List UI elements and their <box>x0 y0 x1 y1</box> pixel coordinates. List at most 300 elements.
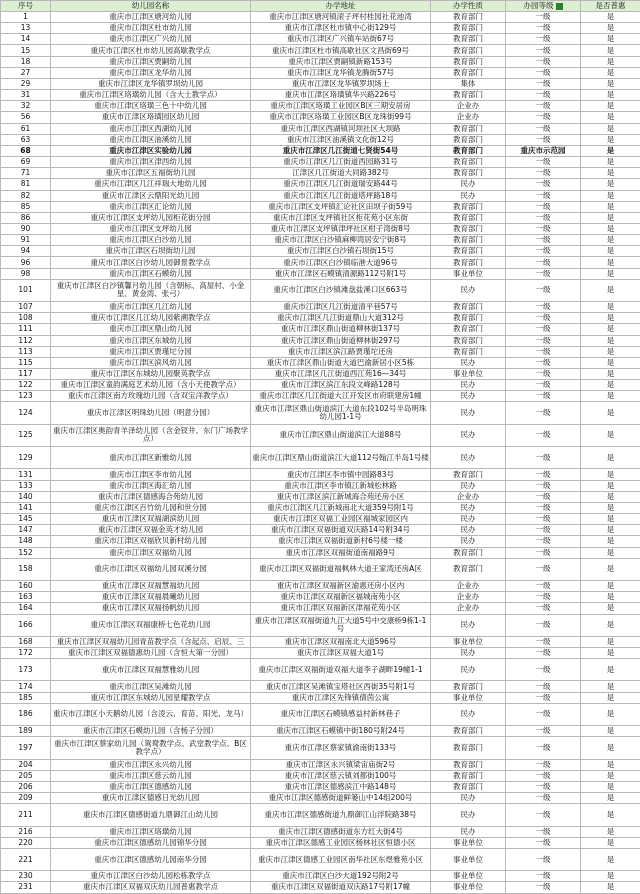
cell-name[interactable]: 重庆市江津区东城幼儿园聚英教学点 <box>51 369 251 380</box>
cell-grade[interactable]: 一级 <box>506 357 581 368</box>
cell-name[interactable]: 重庆市江津区双福康桥七色花幼儿园 <box>51 614 251 636</box>
cell-type[interactable]: 教育部门 <box>431 123 506 134</box>
cell-type[interactable]: 民办 <box>431 190 506 201</box>
cell-name[interactable]: 重庆市江津区支坪幼儿园 <box>51 223 251 234</box>
cell-inclusive[interactable]: 是 <box>581 491 640 502</box>
cell-name[interactable]: 重庆市江津区白沙幼儿园 <box>51 235 251 246</box>
cell-grade[interactable]: 一级 <box>506 770 581 781</box>
cell-address[interactable]: 重庆市江津区贾嗣镇新路153号 <box>251 56 431 67</box>
cell-grade[interactable]: 一级 <box>506 212 581 223</box>
cell-name[interactable]: 重庆市江津区童韵满庭艺术幼儿园（含小天使教学点） <box>51 380 251 391</box>
cell-grade[interactable]: 一级 <box>506 190 581 201</box>
cell-no[interactable]: 189 <box>1 726 51 737</box>
cell-no[interactable]: 117 <box>1 369 51 380</box>
cell-name[interactable]: 重庆市江津区白沙镇馨月幼儿园（含朝标、高屋村、小金星、黄金湾、张弓） <box>51 279 251 301</box>
cell-inclusive[interactable]: 是 <box>581 302 640 313</box>
cell-address[interactable]: 重庆市江津区几江街道西江苑16—34号 <box>251 369 431 380</box>
cell-no[interactable]: 31 <box>1 90 51 101</box>
cell-address[interactable]: 重庆市江津区永兴镇梁宙庙街2号 <box>251 759 431 770</box>
cell-type[interactable]: 事业单位 <box>431 848 506 870</box>
cell-grade[interactable]: 一级 <box>506 793 581 804</box>
cell-no[interactable]: 131 <box>1 469 51 480</box>
cell-inclusive[interactable]: 是 <box>581 581 640 592</box>
cell-address[interactable]: 重庆市江津区几江街道大江开发区市府联建房1幢 <box>251 391 431 402</box>
cell-name[interactable]: 重庆市江津区白沙幼儿园御景教学点 <box>51 257 251 268</box>
cell-inclusive[interactable]: 是 <box>581 56 640 67</box>
cell-type[interactable]: 民办 <box>431 447 506 469</box>
cell-inclusive[interactable]: 是 <box>581 726 640 737</box>
cell-type[interactable]: 教育部门 <box>431 302 506 313</box>
header-address[interactable]: 办学地址 <box>251 1 431 12</box>
cell-grade[interactable]: 一级 <box>506 737 581 759</box>
cell-inclusive[interactable]: 是 <box>581 235 640 246</box>
cell-no[interactable]: 71 <box>1 168 51 179</box>
cell-inclusive[interactable]: 是 <box>581 101 640 112</box>
cell-inclusive[interactable]: 是 <box>581 134 640 145</box>
cell-inclusive[interactable]: 是 <box>581 369 640 380</box>
cell-name[interactable]: 重庆市江津区鼎山幼儿园 <box>51 324 251 335</box>
cell-inclusive[interactable]: 是 <box>581 90 640 101</box>
cell-type[interactable]: 教育部门 <box>431 23 506 34</box>
cell-type[interactable]: 教育部门 <box>431 67 506 78</box>
cell-name[interactable]: 重庆市江津区西湖幼儿园 <box>51 123 251 134</box>
cell-grade[interactable]: 一级 <box>506 826 581 837</box>
cell-address[interactable]: 重庆市江津区双福工业园区福城家园区内 <box>251 514 431 525</box>
cell-name[interactable]: 重庆市江津区小天鹅幼儿园（含凌云、育苗、阳光、龙马） <box>51 703 251 725</box>
cell-type[interactable]: 教育部门 <box>431 335 506 346</box>
cell-type[interactable]: 民办 <box>431 514 506 525</box>
cell-name[interactable]: 重庆市江津区津西幼儿园 <box>51 157 251 168</box>
cell-address[interactable]: 重庆市江津区鼎山街道滨江大道88号 <box>251 424 431 446</box>
cell-no[interactable]: 206 <box>1 781 51 792</box>
cell-address[interactable]: 重庆市江津区塘河镇滚子坪村桂园社花池湾 <box>251 12 431 23</box>
cell-inclusive[interactable]: 是 <box>581 346 640 357</box>
cell-grade[interactable]: 一级 <box>506 257 581 268</box>
cell-name[interactable]: 重庆市江津区东城幼儿园 <box>51 335 251 346</box>
cell-inclusive[interactable]: 是 <box>581 424 640 446</box>
cell-address[interactable]: 重庆市江津区支坪镇汇论社区田坝子街59号 <box>251 201 431 212</box>
cell-type[interactable]: 民办 <box>431 179 506 190</box>
cell-no[interactable]: 133 <box>1 480 51 491</box>
cell-address[interactable]: 江津区几江街道大同路382号 <box>251 168 431 179</box>
cell-inclusive[interactable]: 是 <box>581 703 640 725</box>
cell-no[interactable]: 125 <box>1 424 51 446</box>
cell-no[interactable]: 164 <box>1 603 51 614</box>
cell-grade[interactable]: 一级 <box>506 882 581 893</box>
cell-address[interactable]: 重庆市江津区先锋镇倩茵公寓 <box>251 692 431 703</box>
cell-no[interactable]: 115 <box>1 357 51 368</box>
cell-no[interactable]: 111 <box>1 324 51 335</box>
cell-address[interactable]: 重庆市江津区蔡家镇渝南街133号 <box>251 737 431 759</box>
cell-no[interactable]: 186 <box>1 703 51 725</box>
cell-type[interactable]: 民办 <box>431 480 506 491</box>
cell-inclusive[interactable]: 是 <box>581 324 640 335</box>
cell-name[interactable]: 重庆市江津区双福德惠幼儿园（含恒大第一分园） <box>51 648 251 659</box>
cell-address[interactable]: 重庆市江津区滨江路贾瑾坨还房 <box>251 346 431 357</box>
cell-no[interactable]: 173 <box>1 659 51 681</box>
cell-name[interactable]: 重庆市江津区珞璜幼儿园 <box>51 826 251 837</box>
cell-no[interactable]: 216 <box>1 826 51 837</box>
cell-grade[interactable]: 一级 <box>506 558 581 580</box>
cell-no[interactable]: 123 <box>1 391 51 402</box>
cell-no[interactable]: 148 <box>1 536 51 547</box>
cell-address[interactable]: 重庆市江津区石蟆镇清源路112号附1号 <box>251 268 431 279</box>
cell-address[interactable]: 重庆市江津区德感街道东方红大街4号 <box>251 826 431 837</box>
cell-no[interactable]: 82 <box>1 190 51 201</box>
cell-address[interactable]: 重庆市江津区广兴镇车站街67号 <box>251 34 431 45</box>
cell-inclusive[interactable]: 是 <box>581 648 640 659</box>
cell-name[interactable]: 重庆市江津区新雅幼儿园 <box>51 447 251 469</box>
cell-type[interactable]: 事业单位 <box>431 882 506 893</box>
cell-type[interactable]: 教育部门 <box>431 45 506 56</box>
cell-type[interactable]: 教育部门 <box>431 770 506 781</box>
cell-inclusive[interactable]: 是 <box>581 145 640 156</box>
cell-grade[interactable]: 一级 <box>506 547 581 558</box>
cell-no[interactable]: 112 <box>1 335 51 346</box>
cell-grade[interactable]: 一级 <box>506 90 581 101</box>
cell-grade[interactable]: 一级 <box>506 34 581 45</box>
cell-grade[interactable]: 一级 <box>506 201 581 212</box>
cell-no[interactable]: 158 <box>1 558 51 580</box>
cell-no[interactable]: 197 <box>1 737 51 759</box>
cell-no[interactable]: 29 <box>1 78 51 89</box>
header-name[interactable]: 幼儿园名称 <box>51 1 251 12</box>
cell-inclusive[interactable]: 是 <box>581 770 640 781</box>
cell-inclusive[interactable]: 是 <box>581 223 640 234</box>
cell-inclusive[interactable]: 是 <box>581 592 640 603</box>
cell-address[interactable]: 重庆市江津区白沙镇麻柳湾居安宁街8号 <box>251 235 431 246</box>
cell-no[interactable]: 1 <box>1 12 51 23</box>
cell-inclusive[interactable]: 是 <box>581 681 640 692</box>
cell-grade[interactable]: 一级 <box>506 346 581 357</box>
cell-grade[interactable]: 一级 <box>506 101 581 112</box>
cell-type[interactable]: 教育部门 <box>431 223 506 234</box>
cell-type[interactable]: 教育部门 <box>431 681 506 692</box>
cell-no[interactable]: 69 <box>1 157 51 168</box>
cell-grade[interactable]: 一级 <box>506 424 581 446</box>
cell-type[interactable]: 事业单位 <box>431 636 506 647</box>
cell-type[interactable]: 教育部门 <box>431 12 506 23</box>
cell-address[interactable]: 重庆市江津区几江新城南北大道359号附1号 <box>251 502 431 513</box>
cell-address[interactable]: 重庆市江津区滨江东段文峰路128号 <box>251 380 431 391</box>
cell-address[interactable]: 重庆市江津区支坪镇津坪社区柑子湾街8号 <box>251 223 431 234</box>
cell-address[interactable]: 重庆市江津区几江街道七贤街54号 <box>251 145 431 156</box>
cell-name[interactable]: 重庆市江津区德感日光幼儿园 <box>51 793 251 804</box>
cell-no[interactable]: 68 <box>1 145 51 156</box>
cell-address[interactable]: 重庆市江津区白沙镇滩盘盐溪口区663号 <box>251 279 431 301</box>
cell-grade[interactable]: 一级 <box>506 447 581 469</box>
cell-type[interactable]: 事业单位 <box>431 268 506 279</box>
cell-inclusive[interactable]: 是 <box>581 759 640 770</box>
cell-name[interactable]: 重庆市江津区汇论幼儿园 <box>51 201 251 212</box>
cell-name[interactable]: 重庆市江津区吴滩幼儿园 <box>51 681 251 692</box>
cell-inclusive[interactable]: 是 <box>581 737 640 759</box>
cell-name[interactable]: 重庆市江津区杜市幼儿园高歇教学点 <box>51 45 251 56</box>
cell-name[interactable]: 重庆市江津区慈云幼儿园 <box>51 770 251 781</box>
cell-type[interactable]: 教育部门 <box>431 759 506 770</box>
cell-type[interactable]: 教育部门 <box>431 469 506 480</box>
cell-grade[interactable]: 一级 <box>506 279 581 301</box>
cell-inclusive[interactable]: 是 <box>581 179 640 190</box>
cell-type[interactable]: 教育部门 <box>431 56 506 67</box>
cell-name[interactable]: 重庆市江津区南方玫瑰幼儿园（含双宝洋教学点） <box>51 391 251 402</box>
cell-grade[interactable]: 一级 <box>506 871 581 882</box>
cell-address[interactable]: 重庆市江津区德感滨江中路148号 <box>251 781 431 792</box>
cell-type[interactable]: 企业办 <box>431 581 506 592</box>
cell-type[interactable]: 事业单位 <box>431 837 506 848</box>
cell-address[interactable]: 重庆市江津区双福街道南福路9号 <box>251 547 431 558</box>
cell-inclusive[interactable]: 是 <box>581 123 640 134</box>
cell-address[interactable]: 重庆市江津区杜市镇高歇社区文昌街69号 <box>251 45 431 56</box>
cell-no[interactable]: 14 <box>1 34 51 45</box>
cell-no[interactable]: 168 <box>1 636 51 647</box>
cell-address[interactable]: 重庆市江津区龙华镇罗坝场上 <box>251 78 431 89</box>
cell-name[interactable]: 重庆市江津区蔡家幼儿园（鸳鸯教学点、武堂教学点、B区教学点） <box>51 737 251 759</box>
cell-grade[interactable]: 一级 <box>506 179 581 190</box>
cell-inclusive[interactable]: 是 <box>581 826 640 837</box>
cell-address[interactable]: 重庆市江津区白沙镇临港大道96号 <box>251 257 431 268</box>
cell-address[interactable]: 重庆市江津区双福街道双庆路17号附17幢 <box>251 882 431 893</box>
cell-name[interactable]: 重庆市江津区双福幼儿园双溪分园 <box>51 558 251 580</box>
cell-address[interactable]: 重庆市江津区李市镇江新城松林路 <box>251 480 431 491</box>
cell-name[interactable]: 重庆市江津区德感街道九鼎御江山幼儿园 <box>51 804 251 826</box>
cell-grade[interactable]: 一级 <box>506 335 581 346</box>
cell-type[interactable]: 教育部门 <box>431 34 506 45</box>
cell-grade[interactable]: 一级 <box>506 324 581 335</box>
cell-inclusive[interactable]: 是 <box>581 502 640 513</box>
cell-inclusive[interactable]: 是 <box>581 12 640 23</box>
cell-address[interactable]: 重庆市江津区几江街道西园路31号 <box>251 157 431 168</box>
cell-grade[interactable]: 一级 <box>506 592 581 603</box>
cell-grade[interactable]: 一级 <box>506 536 581 547</box>
cell-address[interactable]: 重庆市江津区德感街道九鼎御江山浮院路38号 <box>251 804 431 826</box>
cell-grade[interactable]: 重庆市示范园 <box>506 145 581 156</box>
cell-inclusive[interactable]: 是 <box>581 514 640 525</box>
cell-address[interactable]: 重庆市江津区杜市镇中心街129号 <box>251 23 431 34</box>
cell-grade[interactable]: 一级 <box>506 157 581 168</box>
cell-inclusive[interactable]: 是 <box>581 112 640 123</box>
cell-address[interactable]: 重庆市江津区石蟆镇中街180号附24号 <box>251 726 431 737</box>
cell-no[interactable]: 163 <box>1 592 51 603</box>
cell-no[interactable]: 231 <box>1 882 51 893</box>
cell-type[interactable]: 教育部门 <box>431 737 506 759</box>
cell-no[interactable]: 209 <box>1 793 51 804</box>
cell-type[interactable]: 民办 <box>431 826 506 837</box>
cell-address[interactable]: 重庆市江津区珞璜工业园区B区龙珠街99号 <box>251 112 431 123</box>
cell-grade[interactable]: 一级 <box>506 603 581 614</box>
cell-grade[interactable]: 一级 <box>506 614 581 636</box>
cell-type[interactable]: 企业办 <box>431 592 506 603</box>
cell-address[interactable]: 重庆市江津区珞璜工业园区B区三期安居房 <box>251 101 431 112</box>
cell-type[interactable]: 教育部门 <box>431 90 506 101</box>
cell-type[interactable]: 企业办 <box>431 112 506 123</box>
cell-name[interactable]: 重庆市江津区百竹幼儿园和世分园 <box>51 502 251 513</box>
cell-type[interactable]: 民办 <box>431 380 506 391</box>
cell-inclusive[interactable]: 是 <box>581 279 640 301</box>
cell-name[interactable]: 重庆市江津区广兴幼儿园 <box>51 34 251 45</box>
cell-name[interactable]: 重庆市江津区珞璜园区幼儿园 <box>51 112 251 123</box>
cell-type[interactable]: 教育部门 <box>431 558 506 580</box>
cell-no[interactable]: 211 <box>1 804 51 826</box>
cell-name[interactable]: 重庆市江津区双福湖滨幼儿园 <box>51 514 251 525</box>
cell-grade[interactable]: 一级 <box>506 525 581 536</box>
cell-inclusive[interactable]: 是 <box>581 268 640 279</box>
cell-type[interactable]: 教育部门 <box>431 781 506 792</box>
cell-grade[interactable]: 一级 <box>506 12 581 23</box>
cell-name[interactable]: 重庆市江津区德感幼儿园 <box>51 781 251 792</box>
cell-address[interactable]: 重庆市江津区支坪镇社区柜花苑小区东街 <box>251 212 431 223</box>
cell-grade[interactable]: 一级 <box>506 636 581 647</box>
cell-type[interactable]: 民办 <box>431 402 506 424</box>
cell-address[interactable]: 重庆市江津区德感街道鲜篓山中14组200号 <box>251 793 431 804</box>
cell-inclusive[interactable]: 是 <box>581 313 640 324</box>
cell-type[interactable]: 民办 <box>431 357 506 368</box>
cell-type[interactable]: 民办 <box>431 391 506 402</box>
cell-address[interactable]: 重庆市江津区鼎山街道滨江大道112号翰江半岛1号楼 <box>251 447 431 469</box>
cell-no[interactable]: 152 <box>1 547 51 558</box>
cell-no[interactable]: 129 <box>1 447 51 469</box>
cell-no[interactable]: 91 <box>1 235 51 246</box>
cell-inclusive[interactable]: 是 <box>581 257 640 268</box>
cell-grade[interactable]: 一级 <box>506 112 581 123</box>
cell-address[interactable]: 重庆市江津区鼎山街道柳林街297号 <box>251 335 431 346</box>
cell-name[interactable]: 重庆市江津区石蟆幼儿园（含杨子分园） <box>51 726 251 737</box>
cell-type[interactable]: 民办 <box>431 804 506 826</box>
cell-no[interactable]: 107 <box>1 302 51 313</box>
cell-inclusive[interactable]: 是 <box>581 659 640 681</box>
cell-grade[interactable]: 一级 <box>506 648 581 659</box>
cell-name[interactable]: 重庆市江津区双福幼儿园青苗教学点（含起点、启辰、三 <box>51 636 251 647</box>
cell-grade[interactable]: 一级 <box>506 168 581 179</box>
cell-inclusive[interactable]: 是 <box>581 23 640 34</box>
cell-type[interactable]: 教育部门 <box>431 157 506 168</box>
cell-grade[interactable]: 一级 <box>506 302 581 313</box>
cell-address[interactable]: 重庆市江津区白沙镇石坝街15号 <box>251 246 431 257</box>
cell-no[interactable]: 61 <box>1 123 51 134</box>
cell-type[interactable]: 教育部门 <box>431 346 506 357</box>
cell-no[interactable]: 13 <box>1 23 51 34</box>
cell-no[interactable]: 124 <box>1 402 51 424</box>
cell-address[interactable]: 重庆市江津区双福大道1号 <box>251 648 431 659</box>
cell-no[interactable]: 147 <box>1 525 51 536</box>
cell-inclusive[interactable]: 是 <box>581 67 640 78</box>
cell-type[interactable]: 教育部门 <box>431 246 506 257</box>
cell-name[interactable]: 重庆市江津区德感海合苑幼儿园 <box>51 491 251 502</box>
cell-inclusive[interactable]: 是 <box>581 781 640 792</box>
cell-grade[interactable]: 一级 <box>506 56 581 67</box>
cell-grade[interactable]: 一级 <box>506 659 581 681</box>
cell-type[interactable]: 民办 <box>431 536 506 547</box>
cell-address[interactable]: 重庆市江津区滨江新城海合苑还房小区 <box>251 491 431 502</box>
cell-address[interactable]: 重庆市江津区双福街道新村6号楼一楼 <box>251 536 431 547</box>
cell-type[interactable]: 教育部门 <box>431 313 506 324</box>
cell-grade[interactable]: 一级 <box>506 391 581 402</box>
cell-type[interactable]: 民办 <box>431 703 506 725</box>
cell-name[interactable]: 重庆市江津区龙华镇罗坝幼儿园 <box>51 78 251 89</box>
cell-inclusive[interactable]: 是 <box>581 804 640 826</box>
cell-type[interactable]: 民办 <box>431 525 506 536</box>
cell-grade[interactable]: 一级 <box>506 681 581 692</box>
cell-grade[interactable]: 一级 <box>506 380 581 391</box>
cell-grade[interactable]: 一级 <box>506 45 581 56</box>
cell-name[interactable]: 重庆市江津区双福慧福幼儿园 <box>51 581 251 592</box>
cell-type[interactable]: 教育部门 <box>431 134 506 145</box>
cell-type[interactable]: 企业办 <box>431 101 506 112</box>
cell-inclusive[interactable]: 是 <box>581 380 640 391</box>
cell-type[interactable]: 教育部门 <box>431 547 506 558</box>
cell-address[interactable]: 重庆市江津区西湖镇河坝社区大坝路 <box>251 123 431 134</box>
cell-inclusive[interactable]: 是 <box>581 614 640 636</box>
cell-address[interactable]: 重庆市江津区德感工业园区杨林社区恒德小区 <box>251 837 431 848</box>
cell-no[interactable]: 101 <box>1 279 51 301</box>
cell-name[interactable]: 重庆市江津区永兴幼儿园 <box>51 759 251 770</box>
cell-address[interactable]: 重庆市江津区几江街道清平巷57号 <box>251 302 431 313</box>
cell-type[interactable]: 教育部门 <box>431 201 506 212</box>
cell-name[interactable]: 重庆市江津区龙华幼儿园 <box>51 67 251 78</box>
cell-grade[interactable]: 一级 <box>506 837 581 848</box>
cell-name[interactable]: 重庆市江津区珞璜幼儿园（含大土教学点） <box>51 90 251 101</box>
cell-type[interactable]: 民办 <box>431 659 506 681</box>
cell-type[interactable]: 教育部门 <box>431 235 506 246</box>
cell-no[interactable]: 204 <box>1 759 51 770</box>
cell-name[interactable]: 重庆市江津区双福幼儿园 <box>51 547 251 558</box>
cell-inclusive[interactable]: 是 <box>581 480 640 491</box>
cell-grade[interactable]: 一级 <box>506 469 581 480</box>
cell-address[interactable]: 重庆市江津区几江街道塔坪路18号 <box>251 190 431 201</box>
cell-address[interactable]: 重庆市江津区李市镇中园路83号 <box>251 469 431 480</box>
header-no[interactable]: 序号 <box>1 1 51 12</box>
cell-inclusive[interactable]: 是 <box>581 793 640 804</box>
cell-name[interactable]: 重庆市江津区五福街幼儿园 <box>51 168 251 179</box>
cell-no[interactable]: 18 <box>1 56 51 67</box>
cell-grade[interactable]: 一级 <box>506 313 581 324</box>
cell-no[interactable]: 85 <box>1 201 51 212</box>
cell-grade[interactable]: 一级 <box>506 514 581 525</box>
cell-inclusive[interactable]: 是 <box>581 692 640 703</box>
cell-inclusive[interactable]: 是 <box>581 547 640 558</box>
cell-address[interactable]: 重庆市江津区双福街道福枫林大道王家湾还房A区 <box>251 558 431 580</box>
cell-inclusive[interactable]: 是 <box>581 391 640 402</box>
cell-grade[interactable]: 一级 <box>506 848 581 870</box>
cell-no[interactable]: 27 <box>1 67 51 78</box>
cell-grade[interactable]: 一级 <box>506 246 581 257</box>
cell-no[interactable]: 96 <box>1 257 51 268</box>
cell-address[interactable]: 重庆市江津区双福南北大道596号 <box>251 636 431 647</box>
cell-no[interactable]: 86 <box>1 212 51 223</box>
cell-no[interactable]: 56 <box>1 112 51 123</box>
cell-grade[interactable]: 一级 <box>506 369 581 380</box>
cell-type[interactable]: 民办 <box>431 793 506 804</box>
cell-inclusive[interactable]: 是 <box>581 335 640 346</box>
cell-no[interactable]: 221 <box>1 848 51 870</box>
cell-no[interactable]: 174 <box>1 681 51 692</box>
cell-grade[interactable]: 一级 <box>506 223 581 234</box>
cell-address[interactable]: 重庆市江津区鼎山街道滨江大道东段102号半岛明珠幼儿园1-1号 <box>251 402 431 424</box>
cell-no[interactable]: 90 <box>1 223 51 234</box>
cell-grade[interactable]: 一级 <box>506 491 581 502</box>
cell-address[interactable]: 重庆市江津区双福街道九江大道5号中交康桥9栋1-1号 <box>251 614 431 636</box>
cell-inclusive[interactable]: 是 <box>581 525 640 536</box>
cell-name[interactable]: 重庆市江津区几江幼儿园 <box>51 302 251 313</box>
cell-address[interactable]: 重庆市江津区双福街道双庆路14号附34号 <box>251 525 431 536</box>
cell-name[interactable]: 重庆市江津区实验幼儿园 <box>51 145 251 156</box>
cell-type[interactable]: 事业单位 <box>431 871 506 882</box>
cell-address[interactable]: 重庆市江津区双福新区渝惠还房小区内 <box>251 581 431 592</box>
cell-inclusive[interactable]: 是 <box>581 636 640 647</box>
cell-type[interactable]: 民办 <box>431 502 506 513</box>
cell-name[interactable]: 重庆市江津区油溪幼儿园 <box>51 134 251 145</box>
cell-address[interactable]: 重庆市江津区鼎山街道大道巴渝新居小区5栋 <box>251 357 431 368</box>
